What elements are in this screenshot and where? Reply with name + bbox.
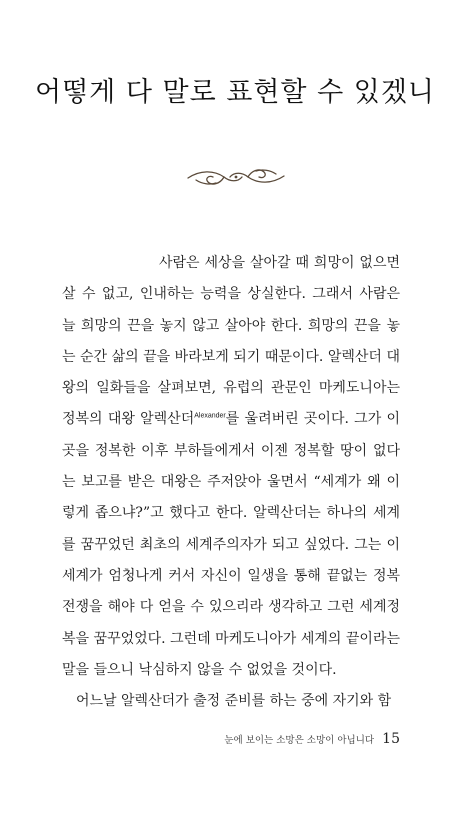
footnote-label: Alexander bbox=[194, 412, 226, 420]
paragraph-1-text-end: 를 울려버린 곳이다. 그가 이곳을 정복한 이후 부하들에게서 이젠 정복할 땅이 없다는 보고를 받은 대왕은 주저앉아 울면서 “세계가 왜 이렇게 좁으냐?”고 했다고 한다. 알렉산더는 하나의 세계를 꿈꾸었던 최초의 세계주의자가 되고 싶었다. 그는 이 세계가 엄청나게 커서 자신이 일생을 통해 끝없는 정복 전쟁을 해야 다 얻을 수 있으리라 생각하고 그런 세계정복을 꿈꾸었었다. 그런데 마케도니아가 세계의 끝이라는 말을 들으니 낙심하지 않을 수 없었을 것이다. bbox=[62, 411, 400, 678]
chapter-title: 어떻게 다 말로 표현할 수 있겠니 bbox=[35, 77, 435, 108]
decorative-swirl-icon bbox=[186, 164, 286, 190]
running-book-title: 눈에 보이는 소망은 소망이 아닙니다 bbox=[224, 735, 375, 746]
page-footer bbox=[224, 728, 400, 747]
page-number: 15 bbox=[382, 731, 400, 747]
paragraph-1-text-start: 사람은 세상을 살아갈 때 희망이 없으면 살 수 없고, 인내하는 능력을 상실한다. 그래서 사람은 늘 희망의 끈을 놓지 않고 살아야 한다. 희망의 끈을 놓는 순간 삶의 끝을 바라보게 되기 때문이다. 알렉산더 대왕의 일화들을 살펴보면, 유럽의 관문인 마케도니아는 정복의 대왕 알렉산더 bbox=[62, 255, 400, 428]
body-paragraph-1 bbox=[62, 248, 400, 686]
chapter-body bbox=[62, 248, 400, 717]
body-paragraph-2: 어느날 알렉산더가 출정 준비를 하는 중에 자기와 함 bbox=[76, 693, 392, 710]
